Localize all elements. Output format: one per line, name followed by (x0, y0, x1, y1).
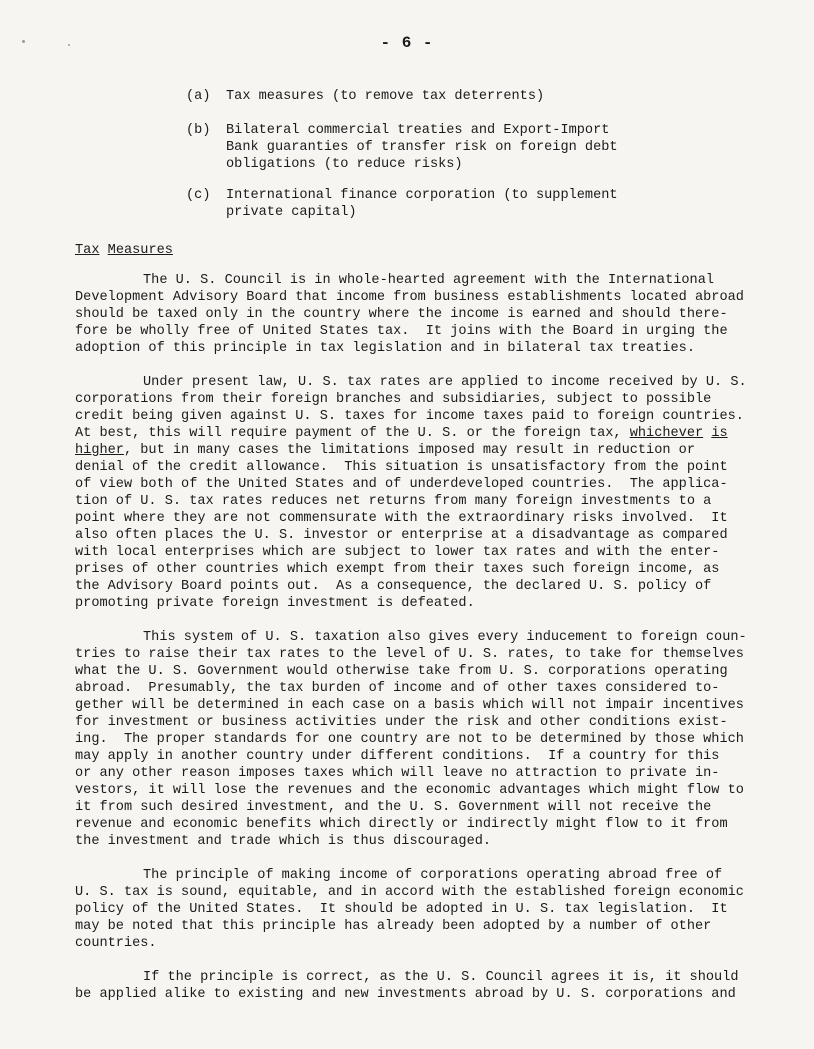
section-heading (75, 242, 173, 259)
paragraph-line: vestors, it will lose the revenues and the economic advantages which might flow to (75, 783, 744, 798)
paragraph-line: Under present law, U. S. tax rates are applied to income received by U. S. (143, 375, 747, 390)
paragraph-line: This system of U. S. taxation also gives every inducement to foreign coun- (143, 630, 747, 645)
paragraph-line: or any other reason imposes taxes which will leave no attraction to private in- (75, 766, 720, 781)
paragraph-line: adoption of this principle in tax legislation and in bilateral tax treaties. (75, 341, 695, 356)
page-number: - 6 - (380, 34, 434, 52)
paragraph-line: denial of the credit allowance. This situation is unsatisfactory from the point (75, 460, 728, 475)
paragraph-line: tion of U. S. tax rates reduces net returns from many foreign investments to a (75, 494, 712, 509)
paragraph-line: gether will be determined in each case on a basis which will not impair incentives (75, 698, 744, 713)
heading-word: Tax (75, 243, 100, 258)
paragraph-line: corporations from their foreign branches and subsidiaries, subject to possible (75, 392, 712, 407)
paragraph-line: prises of other countries which exempt from their taxes such foreign income, as (75, 562, 720, 577)
paragraph-line (75, 442, 695, 459)
paragraph-line: of view both of the United States and of underdeveloped countries. The applica- (75, 477, 728, 492)
list-item-c-line: International finance corporation (to supplement (226, 188, 618, 203)
paragraph-line: with local enterprises which are subject to lower tax rates and with the enter- (75, 545, 720, 560)
paragraph-line: may apply in another country under different conditions. If a country for this (75, 749, 720, 764)
paragraph-line: ing. The proper standards for one country are not to be determined by those which (75, 732, 744, 747)
line-segment: At best, this will require payment of the U. S. or the foreign tax, (75, 426, 630, 441)
list-label-c: (c) (186, 188, 211, 203)
paragraph-line: Development Advisory Board that income from business establishments located abroad (75, 290, 744, 305)
paragraph-line: be applied alike to existing and new investments abroad by U. S. corporations and (75, 987, 736, 1002)
paragraph-line: If the principle is correct, as the U. S. Council agrees it is, it should (143, 970, 739, 985)
paragraph-line: credit being given against U. S. taxes for income taxes paid to foreign countries. (75, 409, 744, 424)
paragraph-line: The principle of making income of corporations operating abroad free of (143, 868, 723, 883)
list-label-a: (a) (186, 89, 211, 104)
paragraph-line: also often places the U. S. investor or enterprise at a disadvantage as compared (75, 528, 728, 543)
paragraph-line: it from such desired investment, and the U. S. Government will not receive the (75, 800, 712, 815)
list-item-b-line: obligations (to reduce risks) (226, 157, 463, 172)
paragraph-line: abroad. Presumably, the tax burden of income and of other taxes considered to- (75, 681, 720, 696)
heading-word: Measures (107, 243, 173, 258)
paragraph-line: policy of the United States. It should be adopted in U. S. tax legislation. It (75, 902, 728, 917)
paragraph-line: for investment or business activities under the risk and other conditions exist- (75, 715, 728, 730)
paragraph-line: the Advisory Board points out. As a consequence, the declared U. S. policy of (75, 579, 712, 594)
paragraph-line: should be taxed only in the country where the income is earned and should there- (75, 307, 728, 322)
paragraph-line: U. S. tax is sound, equitable, and in accord with the established foreign economic (75, 885, 744, 900)
paragraph-line: countries. (75, 936, 157, 951)
paragraph-line (75, 425, 728, 442)
list-item-a-line: Tax measures (to remove tax deterrents) (226, 89, 545, 104)
paragraph-line: the investment and trade which is thus discouraged. (75, 834, 492, 849)
underlined-word: higher (75, 443, 124, 458)
list-label-b: (b) (186, 123, 211, 138)
list-item-b-line: Bilateral commercial treaties and Export-Import (226, 123, 610, 138)
paragraph-line: promoting private foreign investment is defeated. (75, 596, 475, 611)
paragraph-line: The U. S. Council is in whole-hearted agreement with the International (143, 273, 715, 288)
underlined-word: whichever (629, 426, 704, 441)
list-item-c-line: private capital) (226, 205, 357, 220)
list-item-b-line: Bank guaranties of transfer risk on foreign debt (226, 140, 618, 155)
paragraph-line: revenue and economic benefits which directly or indirectly might flow to it from (75, 817, 728, 832)
paragraph-line: may be noted that this principle has already been adopted by a number of other (75, 919, 712, 934)
paragraph-line: what the U. S. Government would otherwise take from U. S. corporations operating (75, 664, 728, 679)
line-segment: , but in many cases the limitations imposed may result in reduction or (123, 443, 695, 458)
paragraph-line: fore be wholly free of United States tax. It joins with the Board in urging the (75, 324, 728, 339)
underlined-word: is (711, 426, 728, 441)
paragraph-line: point where they are not commensurate with the extraordinary risks involved. It (75, 511, 728, 526)
paragraph-line: tries to raise their tax rates to the level of U. S. rates, to take for themselves (75, 647, 744, 662)
